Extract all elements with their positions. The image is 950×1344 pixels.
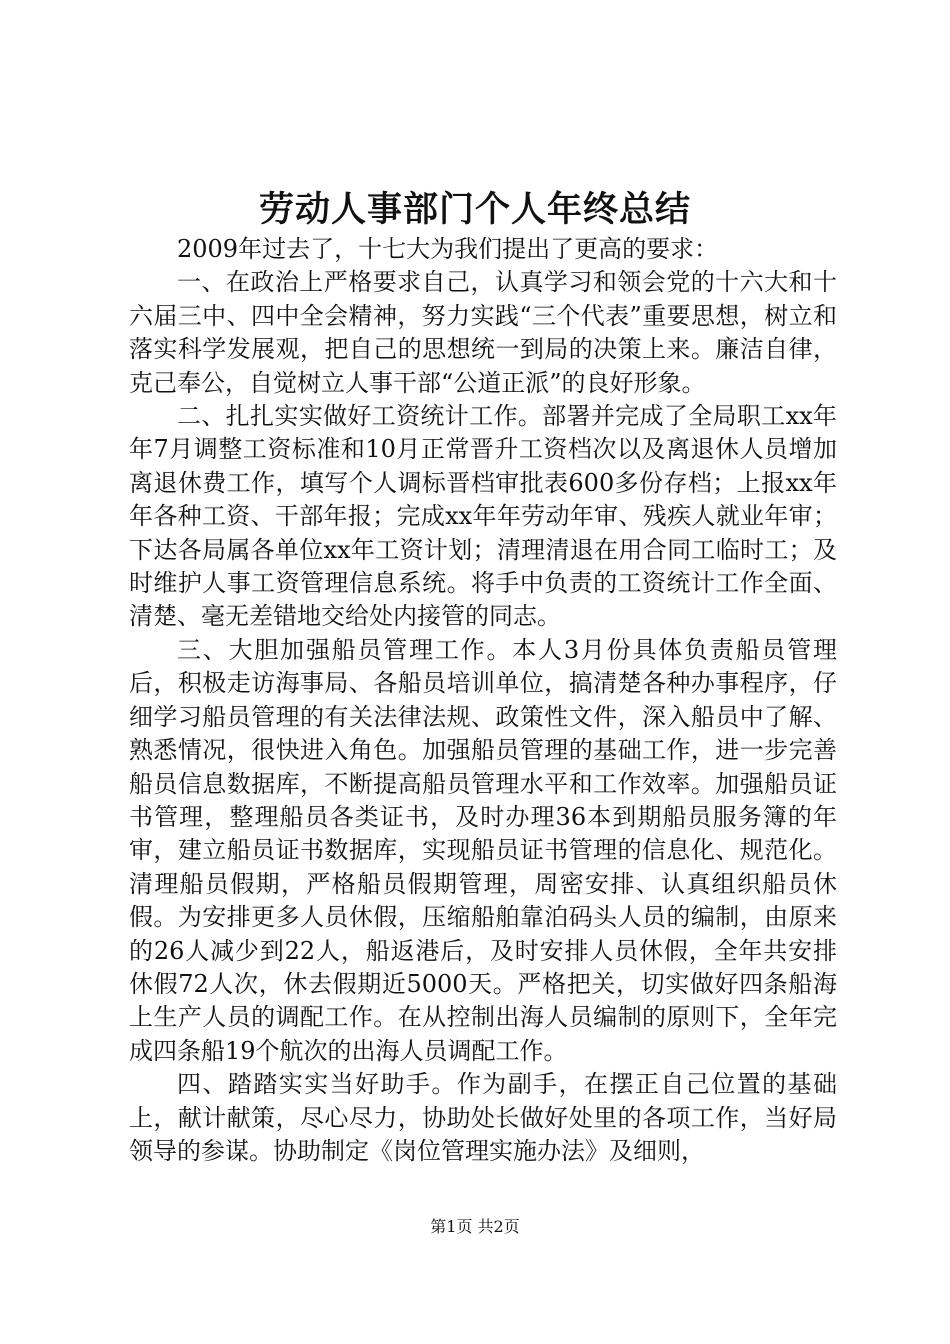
page-number-footer: 第1页 共2页 [430, 1217, 520, 1236]
paragraph-assistant-role: 四、踏踏实实当好助手。作为副手，在摆正自己位置的基础上，献计献策，尽心尽力，协助处长做好处里的各项工作，当好局领导的参谋。协助制定《岗位管理实施办法》及细则， [129, 1070, 837, 1165]
paragraph-wage-statistics: 二、扎扎实实做好工资统计工作。部署并完成了全局职工xx年年7月调整工资标准和10月正常晋升工资档次以及离退休人员增加离退休费工作，填写个人调标晋档审批表600多份存档；上报xx年年各种工资、干部年报；完成xx年年劳动年审、残疾人就业年审；下达各局属各单位xx年工资计划；清理清退在用合同工临时工；及时维护人事工资管理信息系统。将手中负责的工资统计工作全面、清楚、毫无差错地交给处内接管的同志。 [129, 402, 837, 631]
paragraph-crew-management: 三、大胆加强船员管理工作。本人3月份具体负责船员管理后，积极走访海事局、各船员培训单位，搞清楚各种办事程序，仔细学习船员管理的有关法律法规、政策性文件，深入船员中了解、熟悉情况，很快进入角色。加强船员管理的基础工作，进一步完善船员信息数据库，不断提高船员管理水平和工作效率。加强船员证书管理，整理船员各类证书，及时办理36本到期船员服务簿的年审，建立船员证书数据库，实现船员证书管理的信息化、规范化。清理船员假期，严格船员假期管理，周密安排、认真组织船员休假。为安排更多人员休假，压缩船舶靠泊码头人员的编制，由原来的26人减少到22人，船返港后，及时安排人员休假，全年共安排休假72人次，休去假期近5000天。严格把关，切实做好四条船海上生产人员的调配工作。在从控制出海人员编制的原则下，全年完成四条船19个航次的出海人员调配工作。 [129, 635, 837, 1065]
paragraph-politics: 一、在政治上严格要求自己，认真学习和领会党的十六大和十六届三中、四中全会精神，努力实践“三个代表”重要思想，树立和落实科学发展观，把自己的思想统一到局的决策上来。廉洁自律，克己奉公，自觉树立人事干部“公道正派”的良好形象。 [129, 268, 837, 397]
document-body [129, 233, 837, 1168]
document-title: 劳动人事部门个人年终总结 [258, 189, 691, 230]
paragraph-intro: 2009年过去了，十七大为我们提出了更高的要求： [177, 235, 719, 263]
